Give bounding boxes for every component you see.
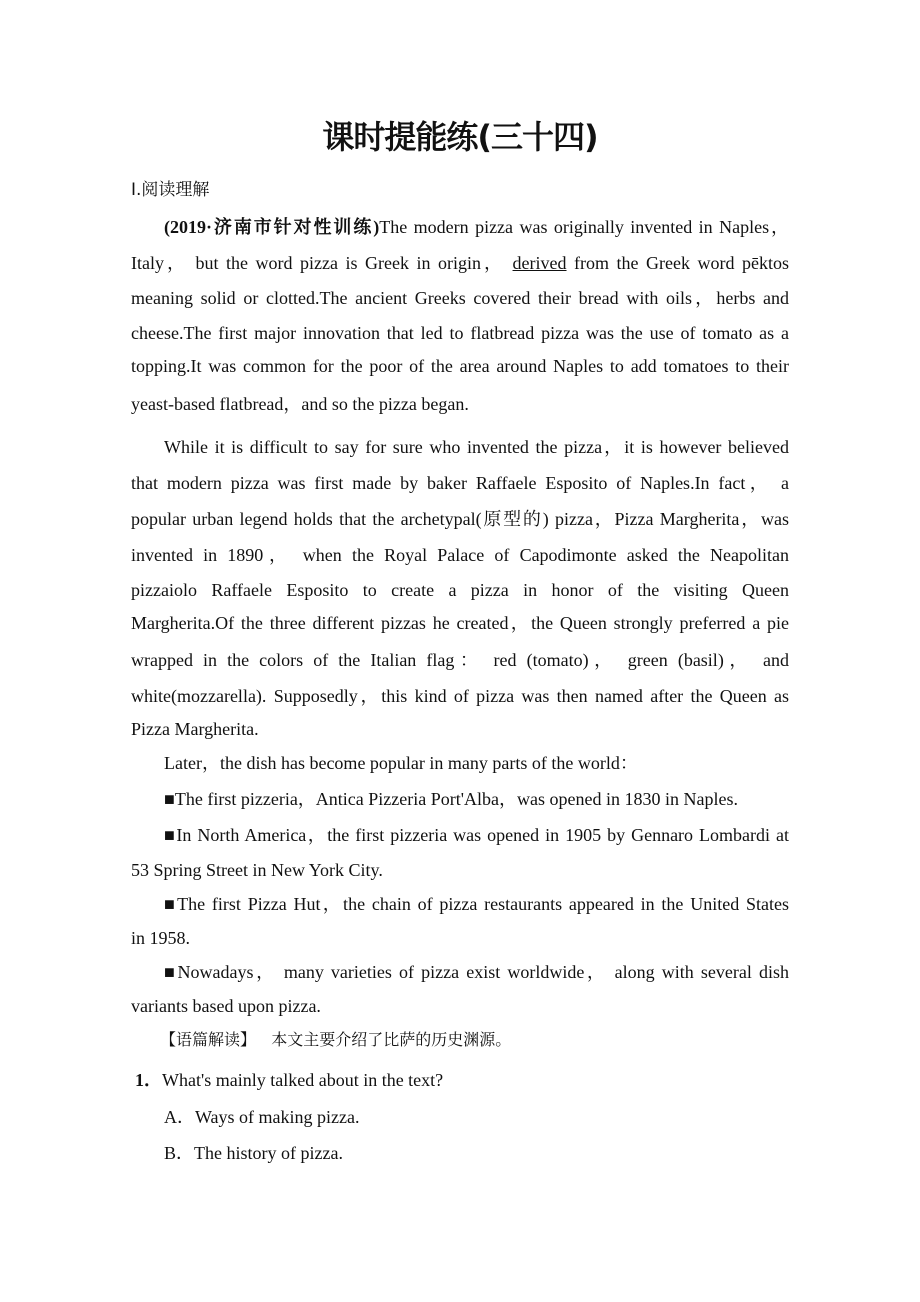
- passage-line: Margherita.Of the three different pizzas he created，the Queen strongly preferred a pie: [131, 613, 789, 633]
- question-number: 1．: [135, 1070, 162, 1090]
- passage-line: Pizza Margherita.: [131, 719, 259, 739]
- page-title: 课时提能练(三十四): [322, 118, 598, 156]
- option-b: B．The history of pizza.: [164, 1143, 343, 1163]
- question-text: What's mainly talked about in the text?: [162, 1070, 444, 1090]
- passage-line: [164, 216, 789, 238]
- passage-line: While it is difficult to say for sure who invented the pizza，it is however believed: [164, 437, 789, 457]
- question: [135, 1069, 793, 1091]
- passage-line: meaning solid or clotted.The ancient Greeks covered their bread with oils，herbs and: [131, 288, 789, 308]
- option-a: A．Ways of making pizza.: [164, 1107, 360, 1127]
- passage-line: wrapped in the colors of the Italian flag： red (tomato)， green (basil)， and: [131, 650, 789, 670]
- passage-line: that modern pizza was first made by baker Raffaele Esposito of Naples.In fact， a: [131, 473, 789, 493]
- passage-line: cheese.The first major innovation that led to flatbread pizza was the use of tomato as a: [131, 323, 789, 343]
- bullet-item: ■The first Pizza Hut，the chain of pizza restaurants appeared in the United States: [164, 894, 789, 914]
- bullet-item: ■In North America，the first pizzeria was opened in 1905 by Gennaro Lombardi at: [164, 825, 789, 845]
- text: The modern pizza was originally invented in Naples，: [379, 217, 789, 237]
- analysis-label: 【语篇解读】: [160, 1030, 257, 1049]
- analysis: [160, 1029, 818, 1051]
- bullet-item-cont: in 1958.: [131, 928, 191, 948]
- passage-line: yeast-based flatbread，and so the pizza began.: [131, 394, 469, 414]
- passage-line: popular urban legend holds that the archetypal(原型的) pizza，Pizza Margherita，was: [131, 509, 789, 529]
- passage-line: invented in 1890， when the Royal Palace of Capodimonte asked the Neapolitan: [131, 545, 789, 565]
- text: Italy， but the word pizza is Greek in origin，: [131, 253, 506, 273]
- underlined-word: derived: [512, 253, 567, 273]
- bullet-item-cont: 53 Spring Street in New York City.: [131, 860, 383, 880]
- text: from the Greek word pēktos: [574, 253, 790, 273]
- passage-line: white(mozzarella). Supposedly，this kind of pizza was then named after the Queen as: [131, 686, 789, 706]
- section-heading: Ⅰ.阅读理解: [131, 180, 210, 200]
- analysis-text: 本文主要介绍了比萨的历史渊源。: [271, 1030, 512, 1049]
- passage-line: Later，the dish has become popular in many parts of the world：: [164, 753, 638, 773]
- source-label: (2019·济南市针对性训练): [164, 217, 380, 237]
- bullet-item: ■The first pizzeria，Antica Pizzeria Port'Alba，was opened in 1830 in Naples.: [164, 789, 738, 809]
- bullet-item-cont: variants based upon pizza.: [131, 996, 321, 1016]
- passage-line: topping.It was common for the poor of the area around Naples to add tomatoes to their: [131, 356, 789, 376]
- passage-line: pizzaiolo Raffaele Esposito to create a pizza in honor of the visiting Queen: [131, 580, 789, 600]
- bullet-item: ■Nowadays， many varieties of pizza exist worldwide， along with several dish: [164, 962, 789, 982]
- passage-line: [131, 252, 789, 274]
